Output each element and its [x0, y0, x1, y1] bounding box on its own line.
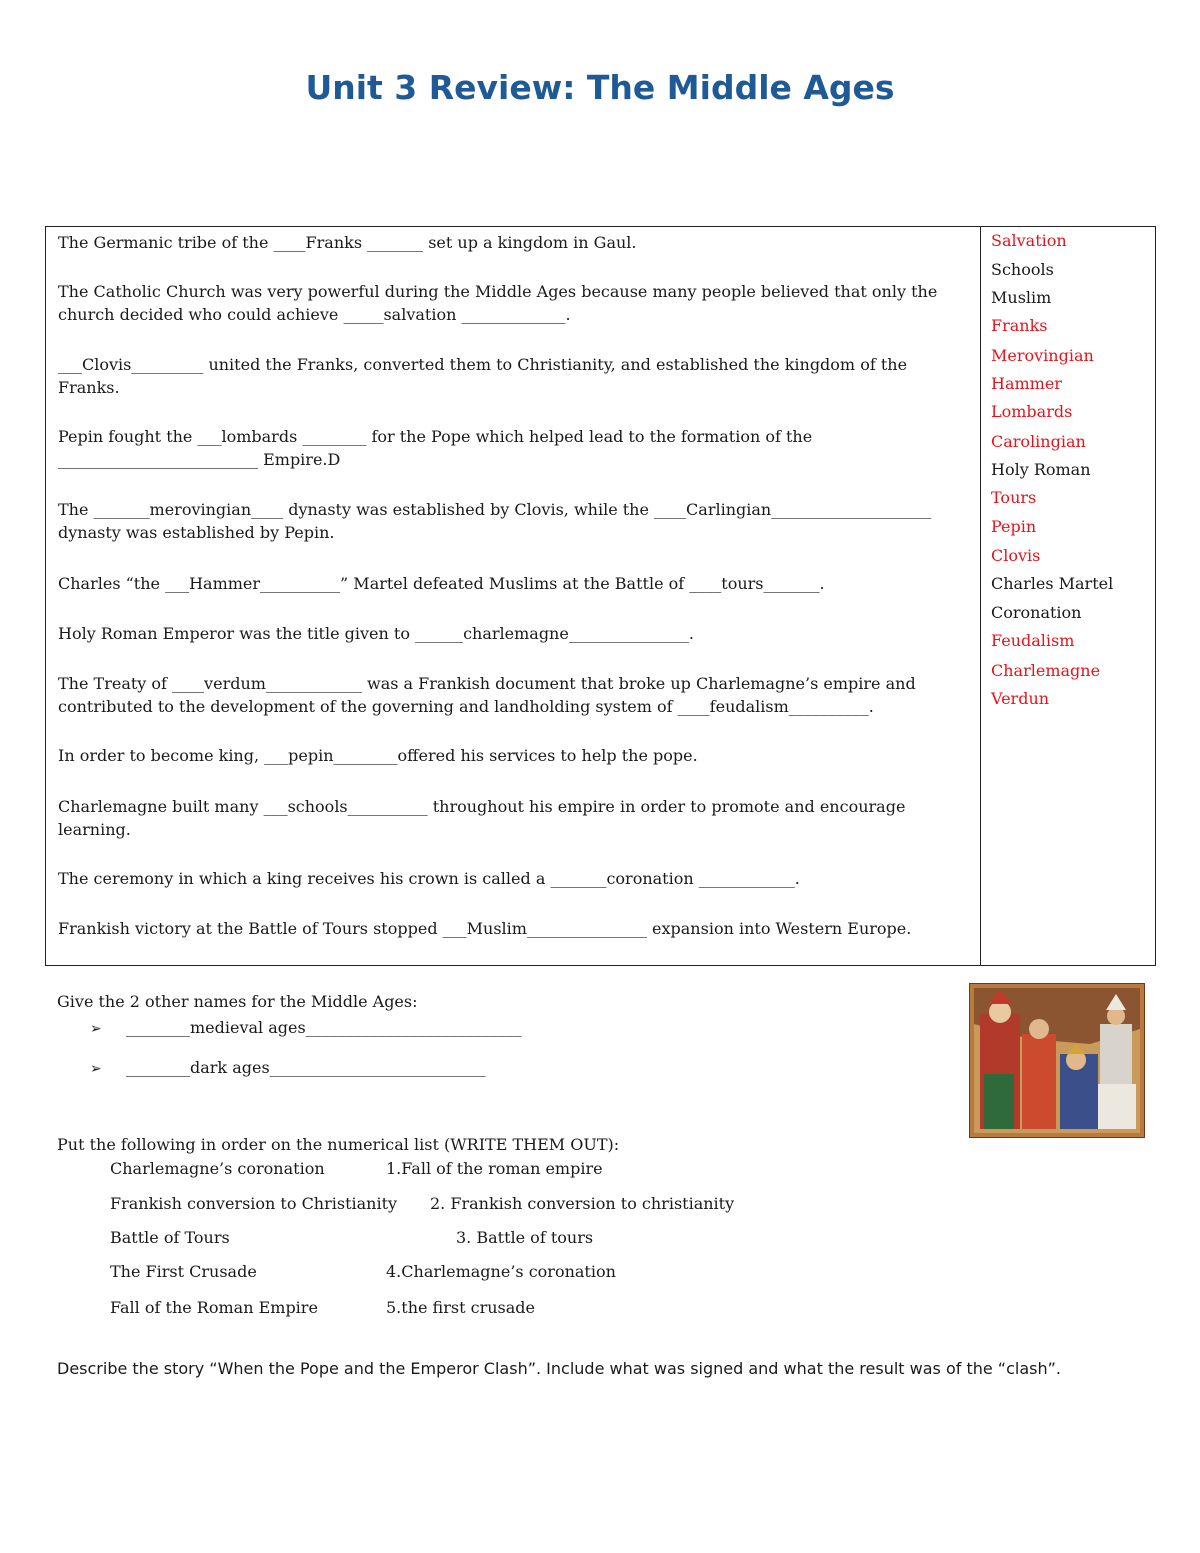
word-bank-item: Clovis [991, 546, 1041, 565]
word-bank-item: Pepin [991, 517, 1037, 536]
names-prompt: Give the 2 other names for the Middle Ages: [57, 992, 418, 1011]
word-bank-item: Salvation [991, 231, 1067, 250]
word-bank-item: Muslim [991, 288, 1052, 307]
word-bank-item: Carolingian [991, 432, 1086, 451]
question-4: Pepin fought the ___lombards ________ for the Pope which helped lead to the formation of the _________________________ Empire.D [58, 427, 813, 469]
order-item: Fall of the Roman Empire [110, 1298, 318, 1317]
question-11: The ceremony in which a king receives his crown is called a _______coronation ____________. [58, 869, 800, 888]
column-divider [980, 227, 981, 965]
essay-prompt: Describe the story “When the Pope and the Emperor Clash”. Include what was signed and what the result was of the “clash”. [57, 1359, 1061, 1378]
fill-in-table [45, 226, 1156, 966]
question-2: The Catholic Church was very powerful during the Middle Ages because many people believed that only the church decided who could achieve _____salvation _____________. [58, 282, 938, 324]
word-bank-item: Charles Martel [991, 574, 1114, 593]
question-5: The _______merovingian____ dynasty was established by Clovis, while the ____Carlingian____________________ dynasty was established by Pepin. [58, 500, 932, 542]
order-item: The First Crusade [110, 1262, 257, 1281]
page-title: Unit 3 Review: The Middle Ages [305, 68, 895, 107]
question-8: The Treaty of ____verdum____________ was a Frankish document that broke up Charlemagne’s empire and contributed to the development of the governing and landholding system of ____feudalism__________. [58, 674, 916, 716]
word-bank-item: Charlemagne [991, 661, 1101, 680]
question-10: Charlemagne built many ___schools__________ throughout his empire in order to promote and encourage learning. [58, 797, 906, 839]
word-bank-item: Tours [991, 488, 1037, 507]
arrow-bullet-icon: ➢ [90, 1021, 102, 1037]
answer-medieval: ________medieval ages___________________________ [126, 1018, 522, 1037]
question-1: The Germanic tribe of the ____Franks _______ set up a kingdom in Gaul. [58, 233, 637, 252]
word-bank-item: Hammer [991, 374, 1062, 393]
answer-line [90, 1056, 486, 1081]
question-7: Holy Roman Emperor was the title given to ______charlemagne_______________. [58, 624, 694, 643]
order-answer: 5.the first crusade [386, 1298, 535, 1317]
order-answer: 4.Charlemagne’s coronation [386, 1262, 616, 1281]
word-bank-item: Merovingian [991, 346, 1094, 365]
question-6: Charles “the ___Hammer__________” Martel defeated Muslims at the Battle of ____tours_______. [58, 574, 825, 593]
question-9: In order to become king, ___pepin________offered his services to help the pope. [58, 746, 698, 765]
medieval-coronation-painting [969, 983, 1145, 1138]
order-answer: 3. Battle of tours [456, 1228, 594, 1247]
word-bank-item: Schools [991, 260, 1054, 279]
order-item: Frankish conversion to Christianity [110, 1194, 398, 1213]
word-bank-item: Franks [991, 316, 1048, 335]
question-3: ___Clovis_________ united the Franks, converted them to Christianity, and established the kingdom of the Franks. [58, 355, 908, 397]
word-bank-item: Feudalism [991, 631, 1075, 650]
order-answer: 2. Frankish conversion to christianity [430, 1194, 735, 1213]
answer-dark: ________dark ages___________________________ [126, 1058, 486, 1077]
word-bank-item: Lombards [991, 402, 1073, 421]
order-item: Charlemagne’s coronation [110, 1159, 325, 1178]
word-bank-item: Holy Roman [991, 460, 1091, 479]
order-prompt: Put the following in order on the numerical list (WRITE THEM OUT): [57, 1135, 620, 1154]
word-bank-item: Verdun [991, 689, 1050, 708]
question-12: Frankish victory at the Battle of Tours stopped ___Muslim_______________ expansion into Western Europe. [58, 919, 912, 938]
answer-line [90, 1016, 522, 1041]
order-item: Battle of Tours [110, 1228, 230, 1247]
arrow-bullet-icon: ➢ [90, 1061, 102, 1077]
word-bank-item: Coronation [991, 603, 1082, 622]
order-answer: 1.Fall of the roman empire [386, 1159, 603, 1178]
